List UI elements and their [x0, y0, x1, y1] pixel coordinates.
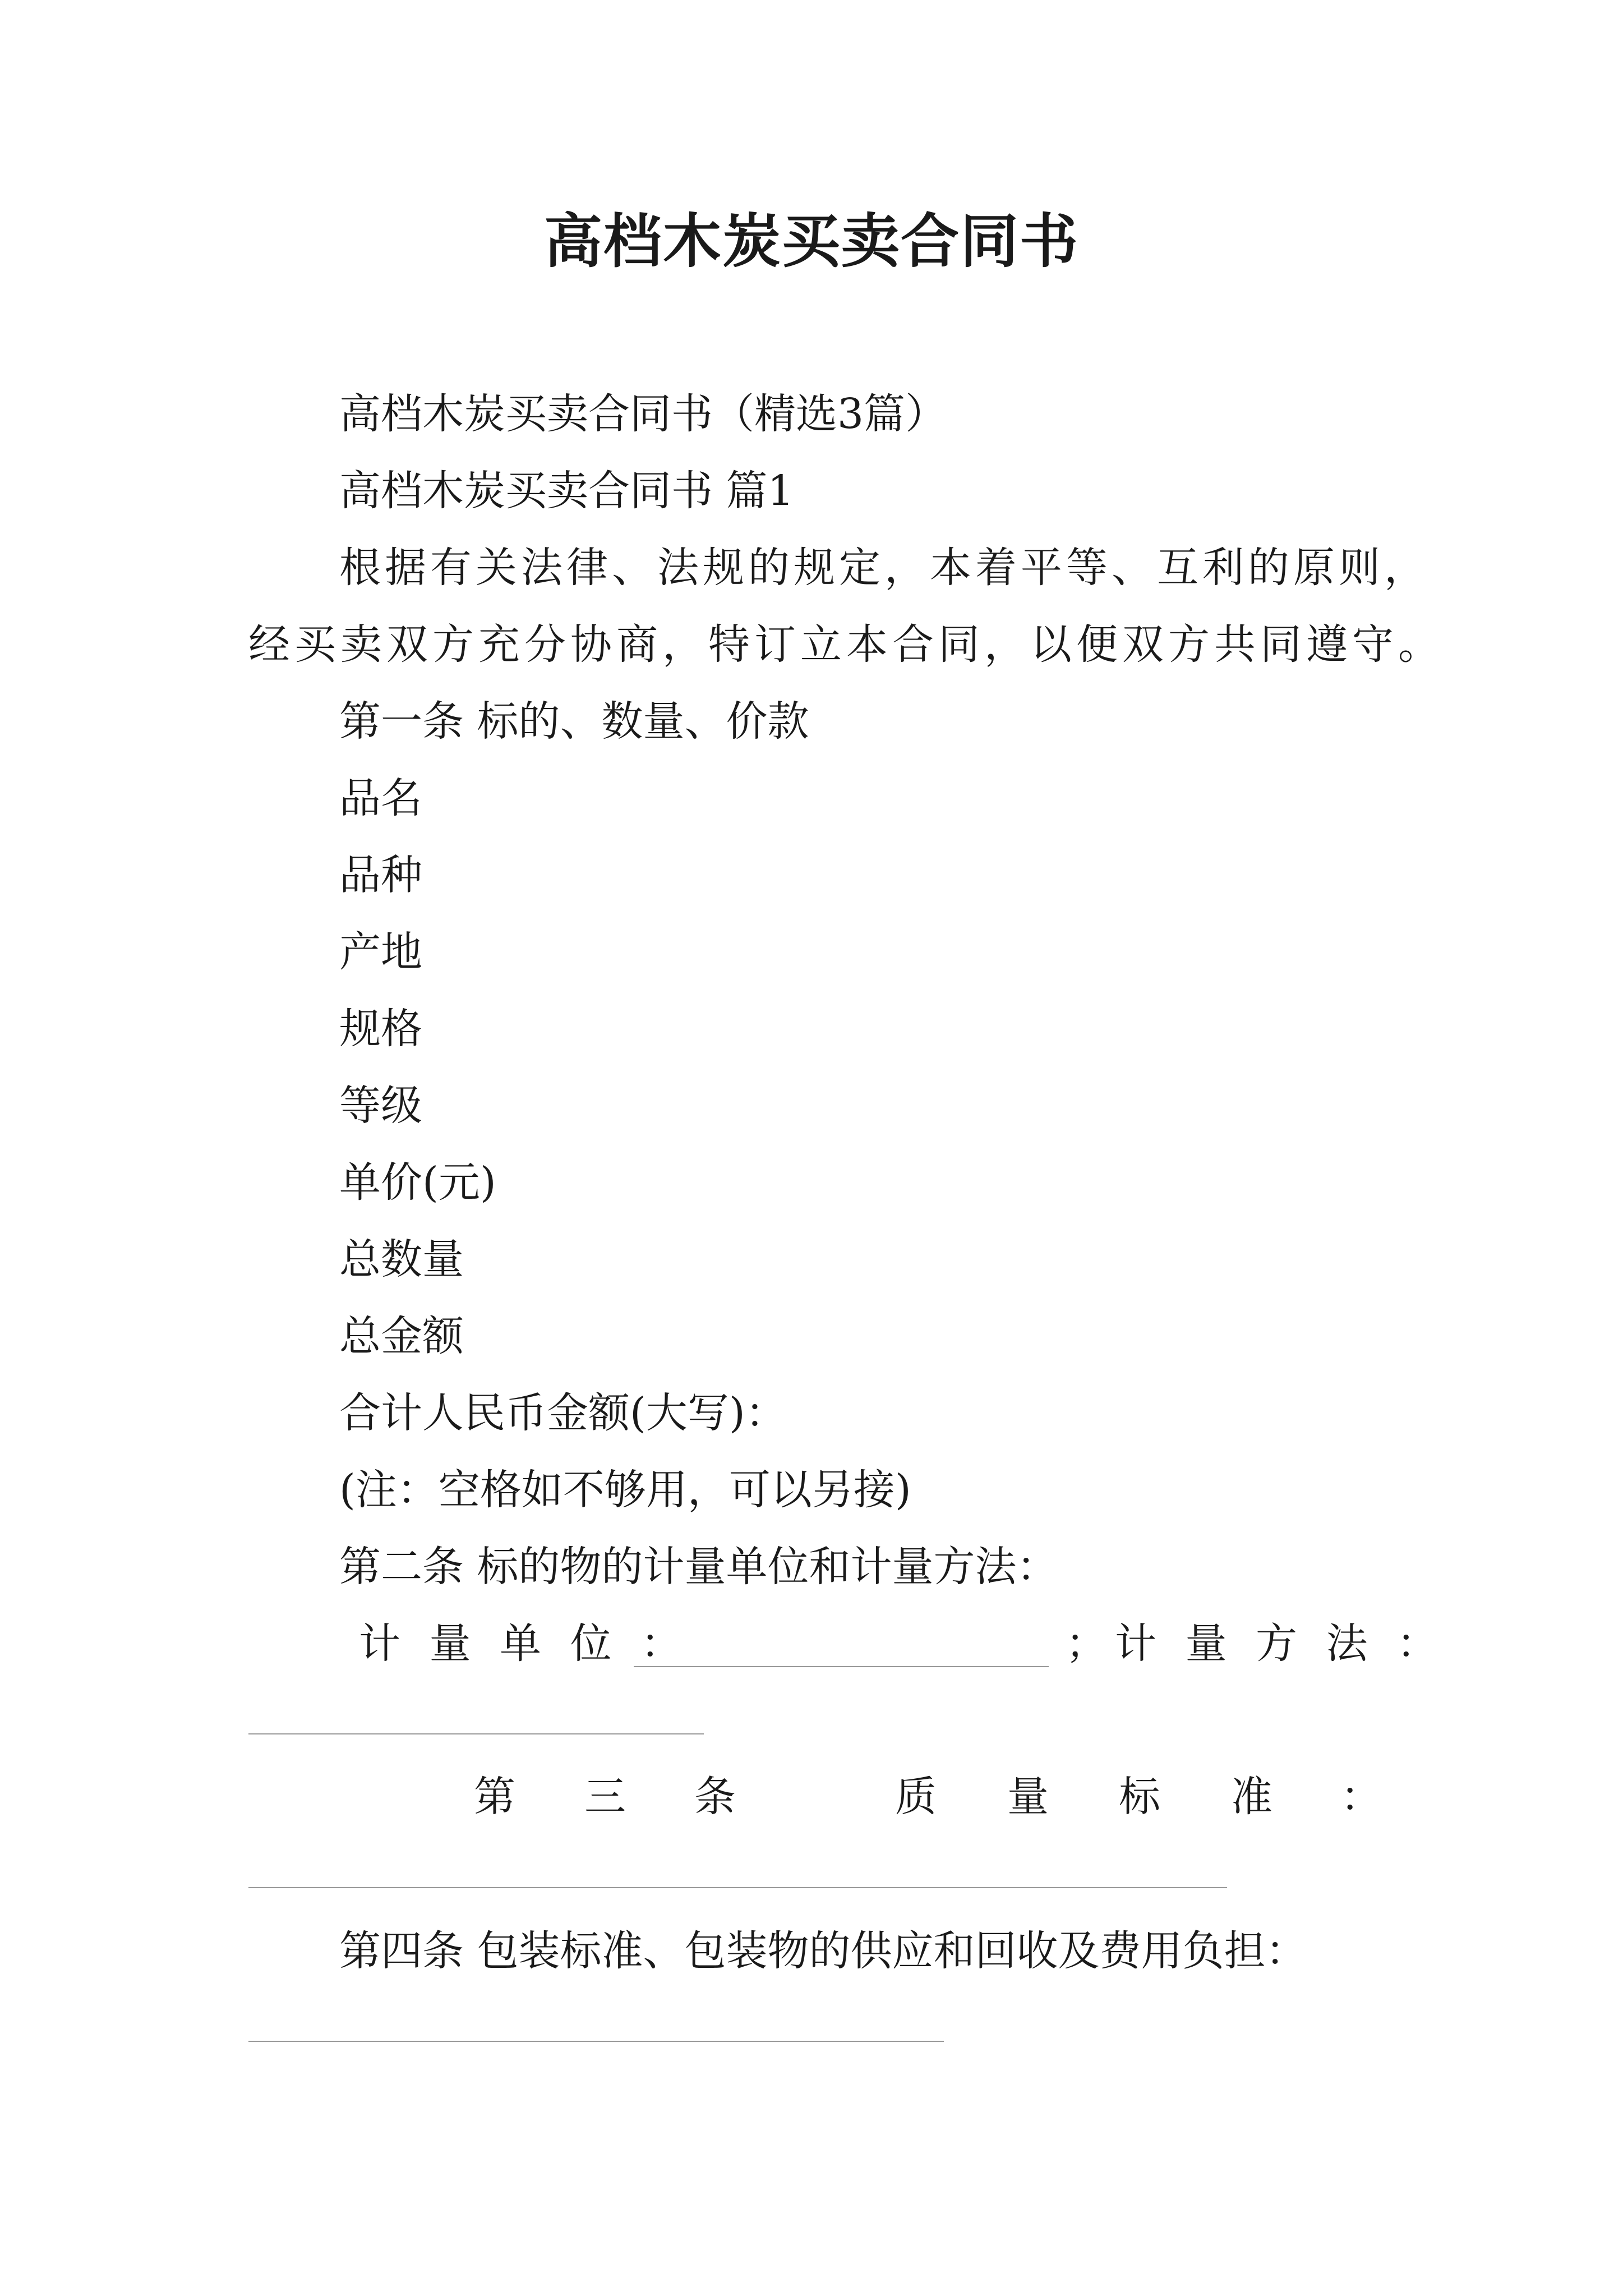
article-3-char: 第	[474, 1773, 515, 1821]
field-label: 规格	[339, 1005, 422, 1053]
field-label: 总数量	[339, 1235, 464, 1283]
field-label: 等级	[339, 1082, 422, 1130]
article-4-heading: 第四条 包装标准、包装物的供应和回收及费用负担：	[339, 1927, 1307, 1975]
measure-unit-label: 计 量 单 位 ：	[359, 1619, 690, 1668]
measure-unit-blank[interactable]	[634, 1666, 1049, 1667]
article-3-char: ：	[1340, 1773, 1382, 1821]
document-title: 高档木炭买卖合同书	[543, 206, 1079, 275]
subtitle: 高档木炭买卖合同书（精选3篇）	[339, 390, 947, 438]
quality-standard-blank[interactable]	[248, 1887, 1227, 1888]
article-3-char: 准	[1231, 1773, 1272, 1821]
total-rmb-label: 合计人民币金额(大写)：	[339, 1389, 787, 1437]
article-1-heading: 第一条 标的、数量、价款	[339, 697, 809, 746]
measure-method-label: ；计 量 方 法 ：	[1066, 1619, 1446, 1668]
measure-method-blank[interactable]	[248, 1733, 704, 1734]
article-3-char: 条	[694, 1773, 736, 1821]
field-label: 单价(元)	[339, 1158, 496, 1207]
article-3-char: 三	[584, 1773, 626, 1821]
intro-line-2: 经买卖双方充分协商，特订立本合同，以便双方共同遵守。	[248, 620, 1444, 669]
packaging-blank[interactable]	[248, 2041, 944, 2042]
intro-line-1: 根据有关法律、法规的规定，本着平等、互利的原则，	[339, 544, 1430, 592]
field-label: 品种	[339, 851, 422, 899]
field-label: 总金额	[339, 1312, 464, 1360]
field-label: 品名	[339, 774, 422, 822]
article-3-char: 量	[1007, 1773, 1049, 1821]
section-heading: 高档木炭买卖合同书 篇1	[339, 467, 794, 515]
article-2-heading: 第二条 标的物的计量单位和计量方法：	[339, 1543, 1058, 1591]
article-3-char: 质	[895, 1773, 937, 1821]
article-3-char: 标	[1119, 1773, 1160, 1821]
note-text: (注：空格如不够用，可以另接)	[339, 1466, 911, 1514]
field-label: 产地	[339, 928, 422, 976]
